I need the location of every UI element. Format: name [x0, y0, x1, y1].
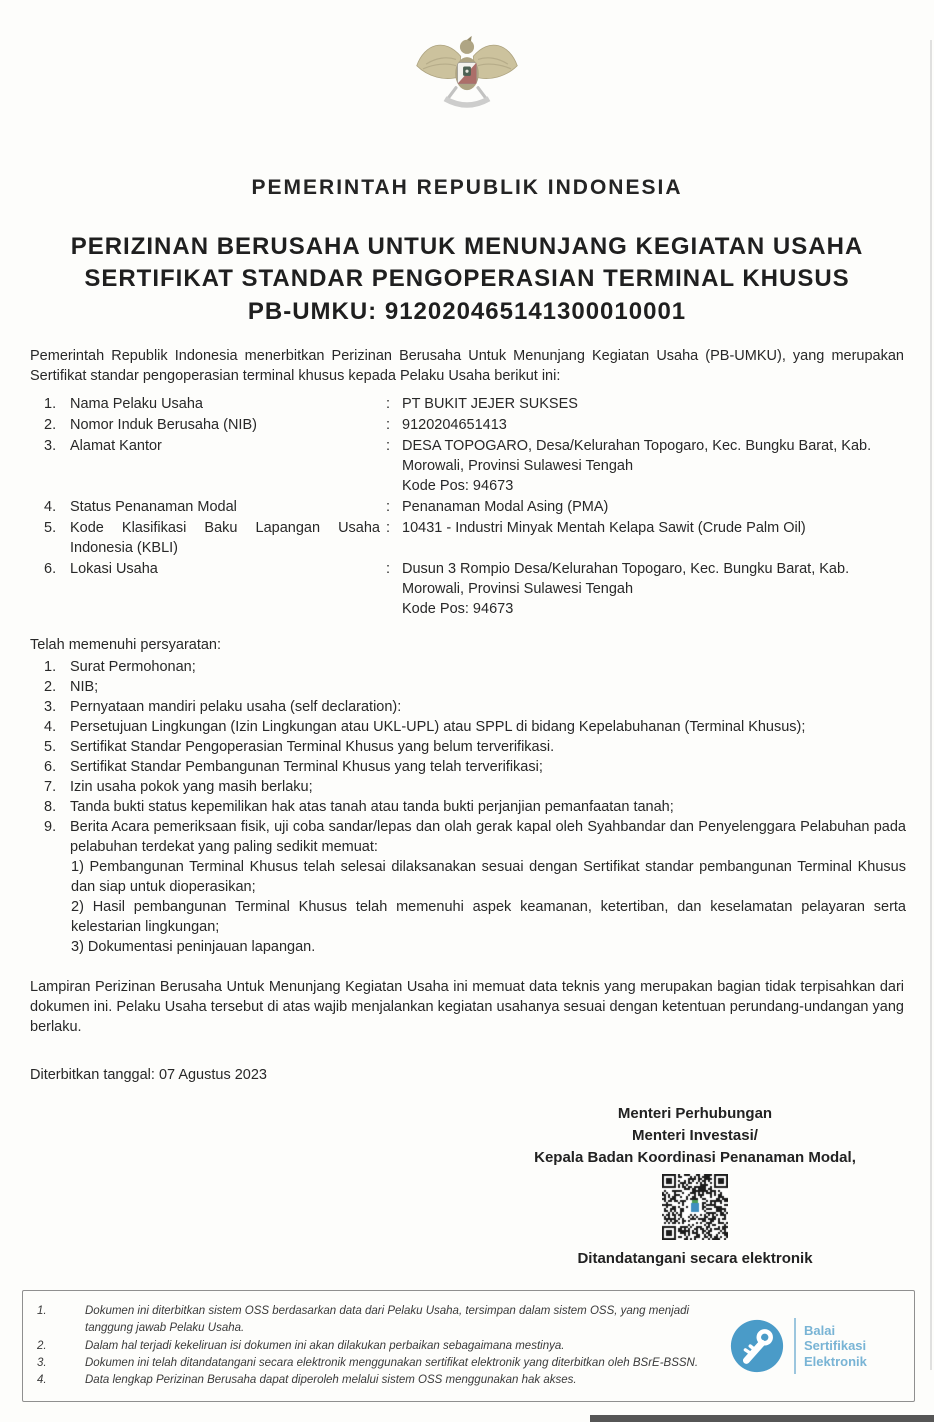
government-title: PEMERINTAH REPUBLIK INDONESIA — [251, 176, 683, 199]
footer-note-row — [37, 1355, 728, 1372]
detail-row — [30, 518, 906, 558]
requirements-heading: Telah memenuhi persyaratan: — [30, 637, 222, 654]
footer-note-number: 2. — [37, 1339, 47, 1352]
detail-value: PT BUKIT JEJER SUKSES — [402, 396, 578, 413]
footer-note-number: 3. — [37, 1356, 47, 1369]
detail-label: Alamat Kantor — [70, 438, 162, 455]
detail-postal-code: Kode Pos: 94673 — [402, 601, 514, 618]
intro-paragraph: Pemerintah Republik Indonesia menerbitkan Perizinan Berusaha Untuk Menunjang Kegiatan Usaha (PB-UMKU), yang merupakan Sertifikat standar pengoperasian terminal khusus kepada Pelaku Usaha berikut ini: — [30, 348, 904, 385]
requirement-number: 3. — [44, 699, 57, 716]
requirement-text-main: Berita Acara pemeriksaan fisik, uji coba sandar/lepas dan olah gerak kapal oleh Syahbandar dan Penyelenggara Pelabuhan pada pelabuhan terdekat yang paling sedikit memuat: — [70, 819, 906, 856]
requirement-number: 2. — [44, 679, 57, 696]
signature-note: Ditandatangani secara elektronik — [577, 1250, 813, 1268]
detail-postal-code: Kode Pos: 94673 — [402, 478, 514, 495]
closing-paragraph: Lampiran Perizinan Berusaha Untuk Menunjang Kegiatan Usaha ini memuat data teknis yang merupakan bagian tidak terpisahkan dari dokumen ini. Pelaku Usaha tersebut di atas wajib menjalankan kegiatan usahanya sesuai dengan ketentuan perundang-undangan yang berlaku. — [30, 979, 904, 1036]
bse-logo-text-line2: Sertifikasi — [804, 1338, 867, 1354]
detail-row — [30, 415, 906, 435]
footer-note-number: 4. — [37, 1374, 47, 1387]
detail-row — [30, 559, 906, 619]
footer-notes — [37, 1303, 728, 1389]
detail-colon: : — [386, 396, 391, 413]
requirement-number: 6. — [44, 759, 57, 776]
requirement-row — [30, 777, 906, 797]
detail-colon: : — [386, 561, 391, 578]
footer-note-row — [37, 1338, 728, 1355]
detail-number: 1. — [44, 396, 57, 413]
footer-note-text: Data lengkap Perizinan Berusaha dapat diperoleh melalui sistem OSS menggunakan hak akses. — [85, 1374, 577, 1387]
detail-row — [30, 497, 906, 517]
requirement-row — [30, 697, 906, 717]
detail-value-text: Dusun 3 Rompio Desa/Kelurahan Topogaro, Kec. Bungku Barat, Kab. Morowali, Provinsi Sulawesi Tengah — [402, 561, 850, 598]
detail-number: 3. — [44, 438, 57, 455]
requirement-number: 7. — [44, 779, 57, 796]
detail-value: 10431 - Industri Minyak Mentah Kelapa Sawit (Crude Palm Oil) — [402, 520, 806, 537]
requirement-text: Izin usaha pokok yang masih berlaku; — [70, 779, 313, 796]
scan-artifact-bar — [590, 1415, 934, 1422]
requirement-row — [30, 737, 906, 757]
document-title-line3: PB-UMKU: 912020465141300010001 — [247, 297, 687, 325]
bse-key-icon — [728, 1317, 786, 1375]
requirement-subitem: 2) Hasil pembangunan Terminal Khusus telah memenuhi aspek keamanan, ketertiban, dan keselamatan pelayaran serta kelestarian lingkungan; — [71, 899, 906, 936]
detail-row — [30, 436, 906, 496]
signature-line-ministry2: Menteri Investasi/ — [632, 1126, 758, 1144]
requirement-row — [30, 757, 906, 777]
detail-label: Lokasi Usaha — [70, 561, 158, 578]
detail-number: 4. — [44, 499, 57, 516]
emblem-wrap — [407, 22, 527, 128]
business-details-list — [30, 394, 906, 619]
requirement-text — [70, 817, 906, 957]
scan-edge-line — [930, 40, 932, 1370]
footer-box — [22, 1290, 915, 1402]
footer-note-text: Dokumen ini diterbitkan sistem OSS berdasarkan data dari Pelaku Usaha, tersimpan dalam sistem OSS, yang menjadi tanggung jawab Pelaku Usaha. — [85, 1305, 690, 1335]
document-title-line2: SERTIFIKAT STANDAR PENGOPERASIAN TERMINAL KHUSUS — [84, 265, 850, 293]
garuda-emblem-icon — [412, 22, 522, 122]
bse-logo-text-line3: Elektronik — [804, 1354, 867, 1370]
footer-note-text: Dokumen ini telah ditandatangani secara elektronik menggunakan sertifikat elektronik yang diterbitkan oleh BSrE-BSSN. — [85, 1356, 699, 1369]
bse-logo-text — [804, 1323, 867, 1370]
requirement-row — [30, 817, 906, 957]
requirement-text: Persetujuan Lingkungan (Izin Lingkungan atau UKL-UPL) atau SPPL di bidang Kepelabuhanan (Terminal Khusus); — [70, 719, 806, 736]
detail-number: 6. — [44, 561, 57, 578]
bse-logo — [728, 1317, 900, 1375]
detail-label: Nama Pelaku Usaha — [70, 396, 203, 413]
requirement-subitem: 1) Pembangunan Terminal Khusus telah selesai dilaksanakan sesuai dengan Sertifikat standar pembangunan Terminal Khusus dan siap untuk dioperasikan; — [71, 859, 906, 896]
detail-colon: : — [386, 499, 391, 516]
detail-number: 5. — [44, 520, 57, 537]
requirement-text: NIB; — [70, 679, 99, 696]
detail-label: Kode Klasifikasi Baku Lapangan Usaha Indonesia (KBLI) — [70, 520, 380, 557]
signature-block — [480, 1103, 910, 1270]
requirement-number: 8. — [44, 799, 57, 816]
detail-colon: : — [386, 438, 391, 455]
requirement-row — [30, 797, 906, 817]
detail-value: Penanaman Modal Asing (PMA) — [402, 499, 609, 516]
footer-note-number: 1. — [37, 1305, 47, 1318]
detail-value: 9120204651413 — [402, 417, 507, 434]
detail-value-text: DESA TOPOGARO, Desa/Kelurahan Topogaro, Kec. Bungku Barat, Kab. Morowali, Provinsi Sulawesi Tengah — [402, 438, 872, 475]
detail-number: 2. — [44, 417, 57, 434]
logo-divider — [794, 1318, 796, 1374]
detail-label: Nomor Induk Berusaha (NIB) — [70, 417, 257, 434]
footer-note-row — [37, 1303, 728, 1338]
requirement-text: Tanda bukti status kepemilikan hak atas tanah atau tanda bukti perjanjian pemanfaatan tanah; — [70, 799, 674, 816]
requirement-row — [30, 677, 906, 697]
detail-colon: : — [386, 520, 391, 537]
requirement-number: 9. — [44, 819, 57, 836]
detail-value — [402, 436, 906, 496]
document-title-line1: PERIZINAN BERUSAHA UNTUK MENUNJANG KEGIATAN USAHA — [70, 232, 864, 260]
requirement-number: 5. — [44, 739, 57, 756]
qr-code — [662, 1174, 728, 1240]
requirement-text: Sertifikat Standar Pembangunan Terminal Khusus yang telah terverifikasi; — [70, 759, 543, 776]
requirement-number: 1. — [44, 659, 57, 676]
qr-box — [662, 1174, 728, 1240]
requirement-subitem: 3) Dokumentasi peninjauan lapangan. — [71, 939, 316, 956]
detail-value — [402, 559, 906, 619]
document-title — [0, 231, 934, 328]
footer-note-row — [37, 1372, 728, 1389]
requirement-text: Surat Permohonan; — [70, 659, 196, 676]
bse-logo-text-line1: Balai — [804, 1322, 836, 1338]
signature-line-ministry1: Menteri Perhubungan — [617, 1105, 773, 1123]
detail-label: Status Penanaman Modal — [70, 499, 237, 516]
requirement-row — [30, 657, 906, 677]
footer-note-text: Dalam hal terjadi kekeliruan isi dokumen ini akan dilakukan perbaikan sebagaimana mestinya. — [85, 1339, 565, 1352]
requirement-text: Pernyataan mandiri pelaku usaha (self declaration): — [70, 699, 402, 716]
detail-colon: : — [386, 417, 391, 434]
requirement-text: Sertifikat Standar Pengoperasian Terminal Khusus yang belum terverifikasi. — [70, 739, 555, 756]
requirements-list — [30, 657, 906, 957]
issued-date: Diterbitkan tanggal: 07 Agustus 2023 — [30, 1067, 267, 1084]
requirement-row — [30, 717, 906, 737]
requirement-number: 4. — [44, 719, 57, 736]
detail-row — [30, 394, 906, 414]
signature-line-ministry3: Kepala Badan Koordinasi Penanaman Modal, — [534, 1148, 856, 1166]
